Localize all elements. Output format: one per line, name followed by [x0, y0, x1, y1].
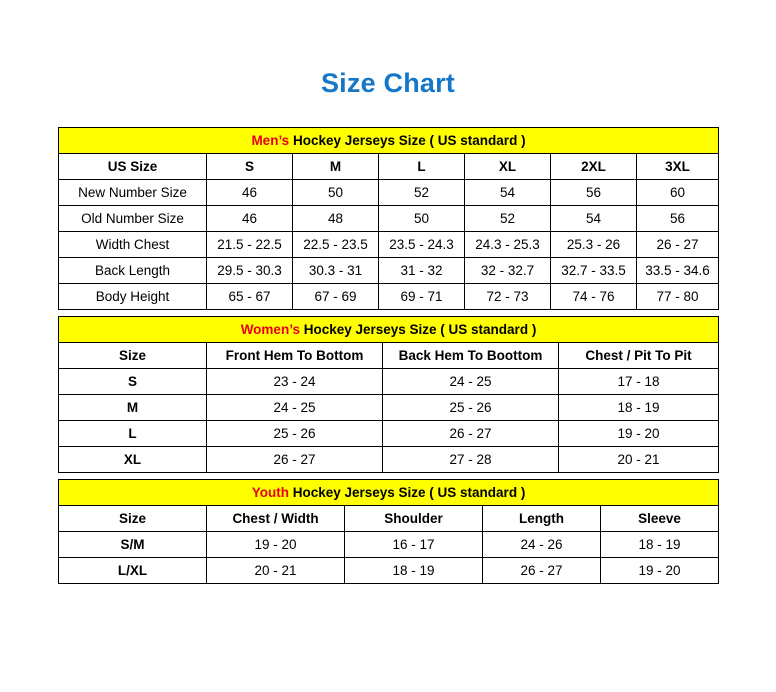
mens-col-header: 3XL — [637, 154, 719, 180]
cell: 22.5 - 23.5 — [293, 232, 379, 258]
cell: 25 - 26 — [383, 395, 559, 421]
table-row — [59, 258, 719, 284]
row-label: M — [59, 395, 207, 421]
cell: 52 — [465, 206, 551, 232]
cell: 20 - 21 — [207, 558, 345, 584]
table-section-header-row — [59, 317, 719, 343]
cell: 20 - 21 — [559, 447, 719, 473]
womens-col-header: Chest / Pit To Pit — [559, 343, 719, 369]
mens-col-header: L — [379, 154, 465, 180]
youth-col-header: Shoulder — [345, 506, 483, 532]
cell: 23 - 24 — [207, 369, 383, 395]
youth-col-header: Sleeve — [601, 506, 719, 532]
womens-col-header: Back Hem To Boottom — [383, 343, 559, 369]
cell: 77 - 80 — [637, 284, 719, 310]
cell: 25 - 26 — [207, 421, 383, 447]
cell: 54 — [465, 180, 551, 206]
cell: 33.5 - 34.6 — [637, 258, 719, 284]
table-header-row — [59, 154, 719, 180]
cell: 24 - 25 — [207, 395, 383, 421]
row-label: S/M — [59, 532, 207, 558]
cell: 50 — [293, 180, 379, 206]
cell: 19 - 20 — [207, 532, 345, 558]
cell: 21.5 - 22.5 — [207, 232, 293, 258]
cell: 27 - 28 — [383, 447, 559, 473]
row-label: New Number Size — [59, 180, 207, 206]
cell: 72 - 73 — [465, 284, 551, 310]
youth-section-heading — [59, 480, 719, 506]
cell: 18 - 19 — [601, 532, 719, 558]
cell: 65 - 67 — [207, 284, 293, 310]
cell: 16 - 17 — [345, 532, 483, 558]
cell: 31 - 32 — [379, 258, 465, 284]
womens-size-table — [58, 316, 719, 473]
cell: 23.5 - 24.3 — [379, 232, 465, 258]
cell: 32 - 32.7 — [465, 258, 551, 284]
row-label: XL — [59, 447, 207, 473]
mens-col-header: 2XL — [551, 154, 637, 180]
table-row — [59, 421, 719, 447]
womens-col-header: Front Hem To Bottom — [207, 343, 383, 369]
table-row — [59, 369, 719, 395]
cell: 24 - 25 — [383, 369, 559, 395]
cell: 60 — [637, 180, 719, 206]
cell: 17 - 18 — [559, 369, 719, 395]
table-row — [59, 447, 719, 473]
cell: 29.5 - 30.3 — [207, 258, 293, 284]
cell: 24 - 26 — [483, 532, 601, 558]
womens-section-heading — [59, 317, 719, 343]
cell: 46 — [207, 206, 293, 232]
cell: 26 - 27 — [637, 232, 719, 258]
mens-heading-accent: Men’s — [251, 133, 290, 148]
mens-col-header: M — [293, 154, 379, 180]
cell: 46 — [207, 180, 293, 206]
cell: 54 — [551, 206, 637, 232]
cell: 56 — [551, 180, 637, 206]
table-section-header-row — [59, 480, 719, 506]
cell: 74 - 76 — [551, 284, 637, 310]
womens-col-header: Size — [59, 343, 207, 369]
youth-size-table — [58, 479, 719, 584]
table-row — [59, 395, 719, 421]
cell: 19 - 20 — [559, 421, 719, 447]
table-section-header-row — [59, 128, 719, 154]
table-row — [59, 284, 719, 310]
table-row — [59, 232, 719, 258]
cell: 56 — [637, 206, 719, 232]
youth-col-header: Chest / Width — [207, 506, 345, 532]
cell: 26 - 27 — [383, 421, 559, 447]
row-label: S — [59, 369, 207, 395]
table-row — [59, 558, 719, 584]
table-header-row — [59, 343, 719, 369]
row-label: Width Chest — [59, 232, 207, 258]
table-row — [59, 532, 719, 558]
row-label: L — [59, 421, 207, 447]
cell: 26 - 27 — [207, 447, 383, 473]
table-row — [59, 206, 719, 232]
cell: 52 — [379, 180, 465, 206]
page-title: Size Chart — [320, 68, 456, 98]
mens-section-heading — [59, 128, 719, 154]
cell: 18 - 19 — [345, 558, 483, 584]
cell: 19 - 20 — [601, 558, 719, 584]
table-header-row — [59, 506, 719, 532]
mens-col-header: S — [207, 154, 293, 180]
mens-heading-rest: Hockey Jerseys Size ( US standard ) — [289, 133, 526, 148]
mens-size-table — [58, 127, 719, 310]
youth-col-header: Size — [59, 506, 207, 532]
cell: 26 - 27 — [483, 558, 601, 584]
cell: 50 — [379, 206, 465, 232]
cell: 32.7 - 33.5 — [551, 258, 637, 284]
row-label: Body Height — [59, 284, 207, 310]
size-chart-container — [58, 127, 718, 584]
youth-heading-accent: Youth — [251, 485, 289, 500]
cell: 18 - 19 — [559, 395, 719, 421]
row-label: Back Length — [59, 258, 207, 284]
cell: 67 - 69 — [293, 284, 379, 310]
mens-col-header: XL — [465, 154, 551, 180]
row-label: L/XL — [59, 558, 207, 584]
row-label: Old Number Size — [59, 206, 207, 232]
cell: 30.3 - 31 — [293, 258, 379, 284]
cell: 69 - 71 — [379, 284, 465, 310]
womens-heading-accent: Women’s — [240, 322, 300, 337]
table-row — [59, 180, 719, 206]
cell: 24.3 - 25.3 — [465, 232, 551, 258]
youth-heading-rest: Hockey Jerseys Size ( US standard ) — [288, 485, 526, 500]
womens-heading-rest: Hockey Jerseys Size ( US standard ) — [299, 322, 537, 337]
cell: 25.3 - 26 — [551, 232, 637, 258]
youth-col-header: Length — [483, 506, 601, 532]
cell: 48 — [293, 206, 379, 232]
mens-col-header: US Size — [59, 154, 207, 180]
